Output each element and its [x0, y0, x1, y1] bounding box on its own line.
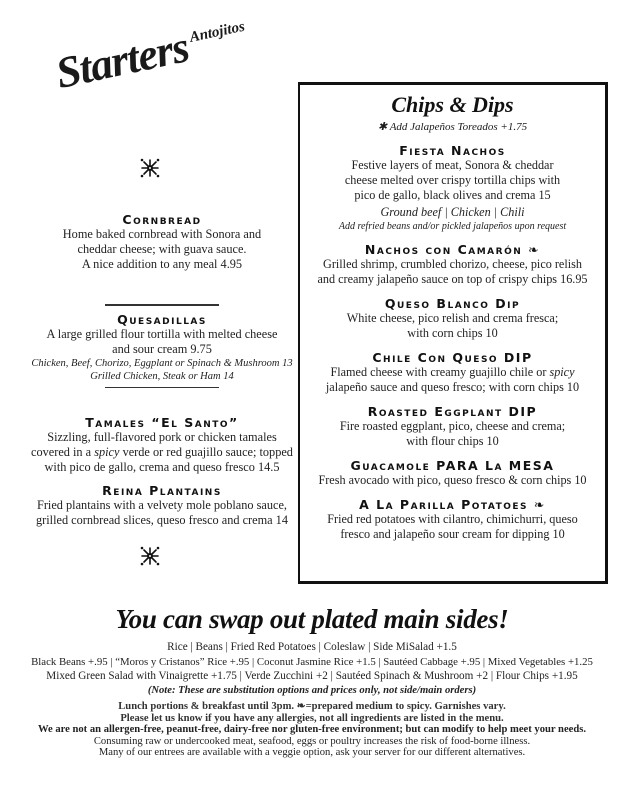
item-desc: White cheese, pico relish and crema fresca; [346, 311, 559, 325]
box-title: Chips & Dips [391, 92, 514, 117]
spicy-emphasis: spicy [94, 445, 120, 459]
footer-line: Consuming raw or undercooked meat, seafood, eggs or poultry increases the risk of food-borne illness. [93, 735, 531, 747]
item-options: Ground beef | Chicken | Chili [380, 205, 525, 219]
name-text: Nachos con Camarón [364, 242, 523, 257]
divider [105, 304, 219, 306]
item-name: Chile Con Queso DIP [372, 350, 533, 365]
page-title [51, 9, 251, 99]
sides-list [0, 640, 624, 698]
footer-line: Many of our entrees are available with a veggie option, ask your server for our different alternatives. [98, 747, 526, 759]
menu-item-reina-plantains [22, 483, 302, 528]
starters-list [22, 212, 302, 528]
snowflake-ornament-icon [140, 158, 160, 178]
item-desc: with corn chips 10 [407, 326, 498, 340]
item-desc: cheese melted over crispy tortilla chips with [344, 173, 561, 187]
item-name: Guacamole PARA La MESA [350, 458, 555, 473]
item-name: Reina Plantains [102, 483, 222, 498]
menu-item-cornbread [22, 212, 302, 272]
item-desc: with pico de gallo, crema and queso fresco 14.5 [44, 460, 280, 474]
menu-item-nachos-con-camaron [300, 242, 605, 287]
box-subtitle [300, 120, 605, 134]
item-name: Tamales “El Santo” [85, 415, 239, 430]
name-text: A La Parilla Potatoes [359, 497, 529, 512]
spicy-emphasis: spicy [549, 365, 575, 379]
footer-line: Lunch portions & breakfast until 3pm. ❧=prepared medium to spicy. Garnishes vary. [118, 701, 506, 712]
pepper-icon: ❧ [528, 242, 541, 257]
item-name: Fiesta Nachos [399, 143, 506, 158]
item-note: Chicken, Beef, Chorizo, Eggplant or Spinach & Mushroom 13 [31, 357, 293, 369]
title-antojitos: Antojitos [188, 18, 247, 46]
item-name: Queso Blanco Dip [384, 296, 521, 311]
item-desc: grilled cornbread slices, queso fresco and crema 14 [36, 513, 288, 527]
item-desc: Home baked cornbread with Sonora and [62, 227, 262, 241]
menu-item-chile-con-queso-dip [300, 350, 605, 395]
menu-item-quesadillas [22, 312, 302, 383]
asterisk-icon: ✱ [377, 121, 388, 133]
menu-item-queso-blanco-dip [300, 296, 605, 341]
item-desc: Fried plantains with a velvety mole poblano sauce, [37, 498, 287, 512]
text: Flamed cheese with creamy guajillo chile or [330, 365, 547, 379]
menu-item-fiesta-nachos [300, 143, 605, 233]
item-desc: Fire roasted eggplant, pico, cheese and crema; [339, 419, 566, 433]
item-desc: A nice addition to any meal 4.95 [81, 257, 243, 271]
item-name: Cornbread [122, 212, 202, 227]
item-name: Roasted Eggplant DIP [367, 404, 538, 419]
footer-line: We are not an allergen-free, peanut-free, dairy-free nor gluten-free environment; but can modify to help meet your needs. [37, 724, 587, 736]
item-desc: jalapeño sauce and queso fresco; with corn chips 10 [325, 380, 580, 394]
menu-item-guacamole [300, 458, 605, 488]
item-desc: fresco and jalapeño sour cream for dipping 10 [340, 527, 565, 541]
item-desc: and sour cream 9.75 [112, 341, 212, 356]
text: covered in a [31, 445, 92, 459]
menu-item-tamales [22, 415, 302, 475]
item-desc: Grilled shrimp, crumbled chorizo, cheese, pico relish [323, 257, 582, 271]
sides-heading: You can swap out plated main sides! [115, 604, 509, 634]
item-desc: Sizzling, full-flavored pork or chicken tamales [47, 430, 277, 444]
title-starters: Starters [51, 22, 193, 99]
item-name [300, 242, 605, 257]
chips-dips-box [298, 82, 608, 584]
sides-note: (Note: These are substitution options and prices only, not side/main orders) [147, 684, 477, 696]
item-desc: with flour chips 10 [406, 434, 499, 448]
subtitle-text: Add Jalapeños Toreados +1.75 [389, 121, 528, 133]
item-desc: pico de gallo, black olives and crema 15 [354, 188, 551, 202]
item-desc [22, 445, 302, 460]
item-desc: A large grilled flour tortilla with melted cheese [46, 326, 278, 341]
text: verde or red guajillo sauce; topped [122, 445, 293, 459]
sides-line: Black Beans +.95 | “Moros y Cristanos” Rice +.95 | Coconut Jasmine Rice +1.5 | Sautéed Cabbage +.95 | Mixed Vegetables +1.25 [31, 655, 593, 668]
sides-line: Mixed Green Salad with Vinaigrette +1.75 | Verde Zucchini +2 | Sautéed Spinach & Mushroom +2 | Flour Chips +1.95 [46, 670, 578, 682]
item-name: Quesadillas [117, 311, 207, 327]
divider [105, 387, 219, 389]
pepper-icon: ❧ [533, 497, 546, 512]
item-desc: Fresh avocado with pico, queso fresco & corn chips 10 [318, 473, 587, 487]
item-desc: Fried red potatoes with cilantro, chimichurri, queso [327, 512, 578, 526]
item-note: Grilled Chicken, Steak or Ham 14 [90, 370, 234, 382]
item-name [300, 497, 605, 512]
sides-line: Rice | Beans | Fried Red Potatoes | Coleslaw | Side MiSalad +1.5 [167, 641, 457, 653]
item-desc: cheddar cheese; with guava sauce. [77, 242, 247, 256]
footer-line: Please let us know if you have any allergies, not all ingredients are listed in the menu. [120, 712, 504, 724]
menu-item-roasted-eggplant-dip [300, 404, 605, 449]
item-desc: Festive layers of meat, Sonora & cheddar [351, 158, 554, 172]
item-desc: and creamy jalapeño sauce on top of crispy chips 16.95 [317, 272, 588, 286]
item-note: Add refried beans and/or pickled jalapeños upon request [338, 221, 567, 232]
menu-item-a-la-parilla-potatoes [300, 497, 605, 542]
footer-notes [0, 701, 624, 759]
snowflake-ornament-icon [140, 546, 160, 566]
item-desc [300, 365, 605, 380]
